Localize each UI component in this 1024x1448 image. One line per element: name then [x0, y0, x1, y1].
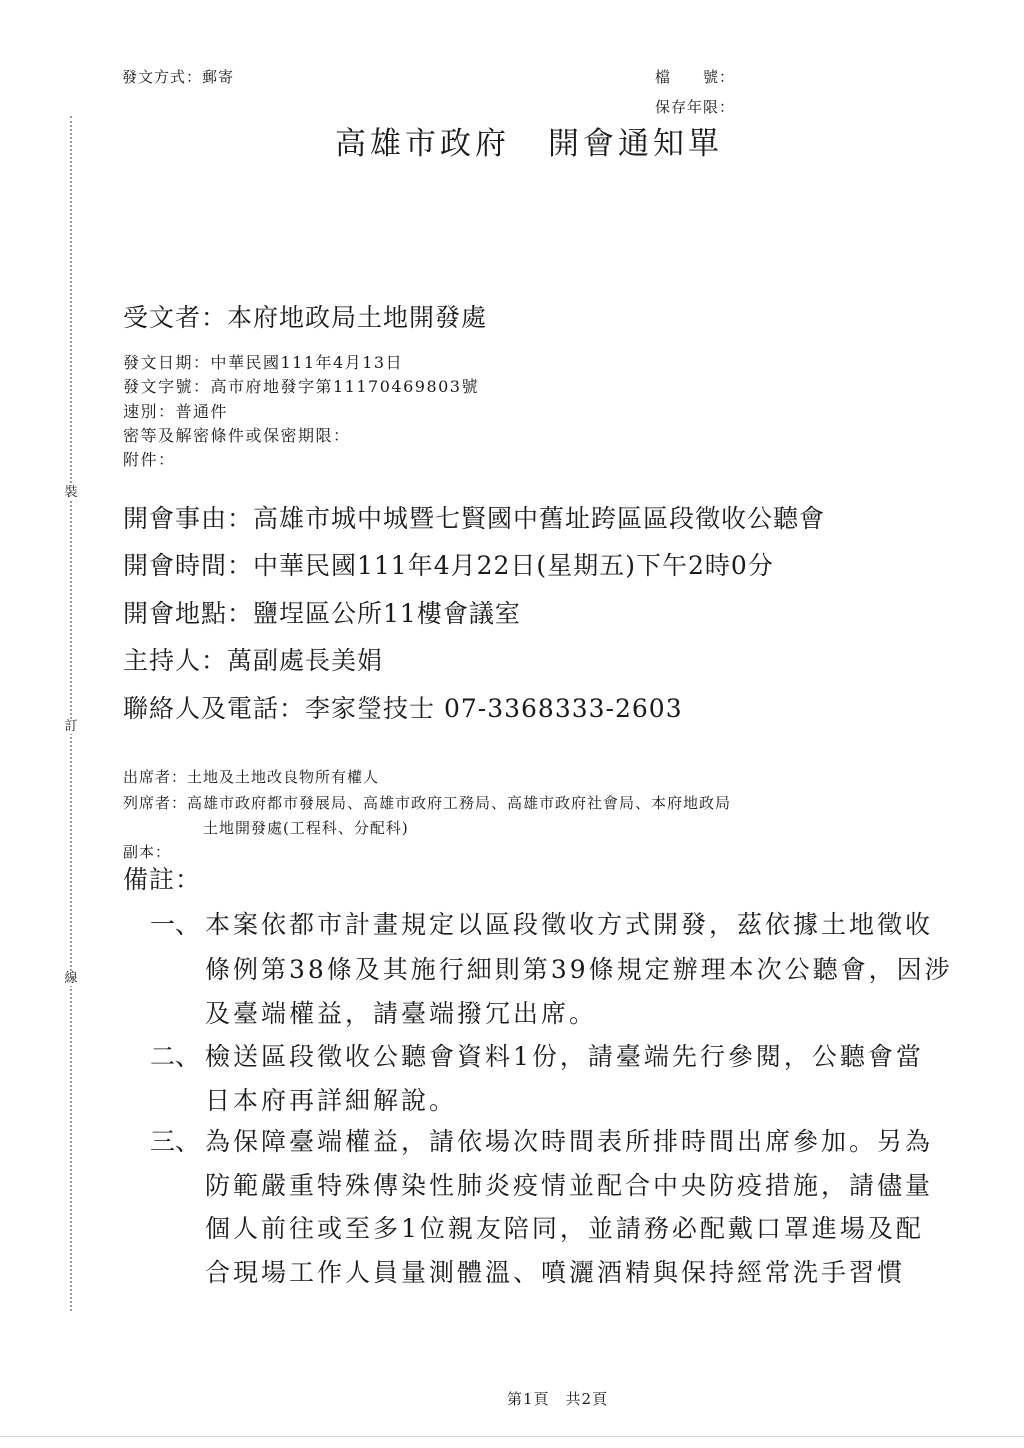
title-org: 高雄市政府: [335, 126, 510, 162]
note-number: 三、: [150, 1127, 201, 1156]
note-line: 日本府再詳細解說。: [205, 1086, 458, 1115]
binding-char-xian: 線: [64, 971, 78, 986]
note-line: 檢送區段徵收公聽會資料1份，請臺端先行參閱，公聽會當: [205, 1042, 924, 1071]
secrecy-level: 密等及解密條件或保密期限：: [123, 426, 351, 445]
meeting-place: 開會地點：鹽埕區公所11樓會議室: [123, 599, 521, 628]
observers-line-1: 列席者：高雄市政府都市發展局、高雄市政府工務局、高雄市政府社會局、本府地政局: [123, 794, 732, 812]
binding-char-ding: 訂: [64, 719, 78, 734]
delivery-speed: 速別：普通件: [123, 402, 229, 421]
attachment: 附件：: [123, 450, 176, 469]
meeting-subject: 開會事由：高雄市城中城暨七賢國中舊址跨區區段徵收公聽會: [123, 504, 826, 533]
meeting-host: 主持人：萬副處長美娟: [123, 646, 384, 675]
note-number: 一、: [150, 910, 201, 939]
document-number: 發文字號：高市府地發字第11170469803號: [123, 377, 479, 396]
notes-heading: 備註：: [123, 865, 202, 894]
note-line: 條例第38條及其施行細則第39條規定辦理本次公聽會，因涉: [205, 955, 953, 984]
note-line: 合現場工作人員量測體溫、噴灑酒精與保持經常洗手習慣: [205, 1258, 906, 1287]
note-line: 防範嚴重特殊傳染性肺炎疫情並配合中央防疫措施，請儘量: [205, 1171, 934, 1200]
title-doc-type: 開會通知單: [548, 126, 723, 162]
issue-date: 發文日期：中華民國111年4月13日: [123, 353, 404, 372]
retention-period-label: 保存年限：: [655, 98, 736, 116]
note-line: 個人前往或至多1位親友陪同，並請務必配戴口罩進場及配: [205, 1214, 924, 1243]
note-line: 及臺端權益，請臺端撥冗出席。: [205, 999, 598, 1028]
binding-margin-line: [70, 116, 72, 1311]
meeting-contact: 聯絡人及電話：李家瑩技士 07-3368333-2603: [123, 694, 683, 723]
attendees: 出席者：土地及土地改良物所有權人: [123, 768, 380, 786]
send-method: 發文方式：郵寄: [122, 68, 235, 86]
note-line: 為保障臺端權益，請依場次時間表所排時間出席參加。另為: [205, 1127, 934, 1156]
note-number: 二、: [150, 1042, 201, 1071]
binding-char-zhuang: 裝: [64, 485, 78, 500]
observers-line-2: 土地開發處(工程科、分配科): [203, 819, 409, 837]
meeting-time: 開會時間：中華民國111年4月22日(星期五)下午2時0分: [123, 551, 774, 580]
page-title: [335, 118, 723, 163]
copy-to: 副本：: [123, 843, 172, 861]
page-number: 第1頁 共2頁: [507, 1390, 609, 1408]
scan-edge-line: [0, 1436, 1024, 1437]
recipient: 受文者：本府地政局土地開發處: [123, 303, 488, 332]
file-number-label: 檔 號：: [655, 68, 736, 86]
note-line: 本案依都市計畫規定以區段徵收方式開發，茲依據土地徵收: [205, 910, 934, 939]
